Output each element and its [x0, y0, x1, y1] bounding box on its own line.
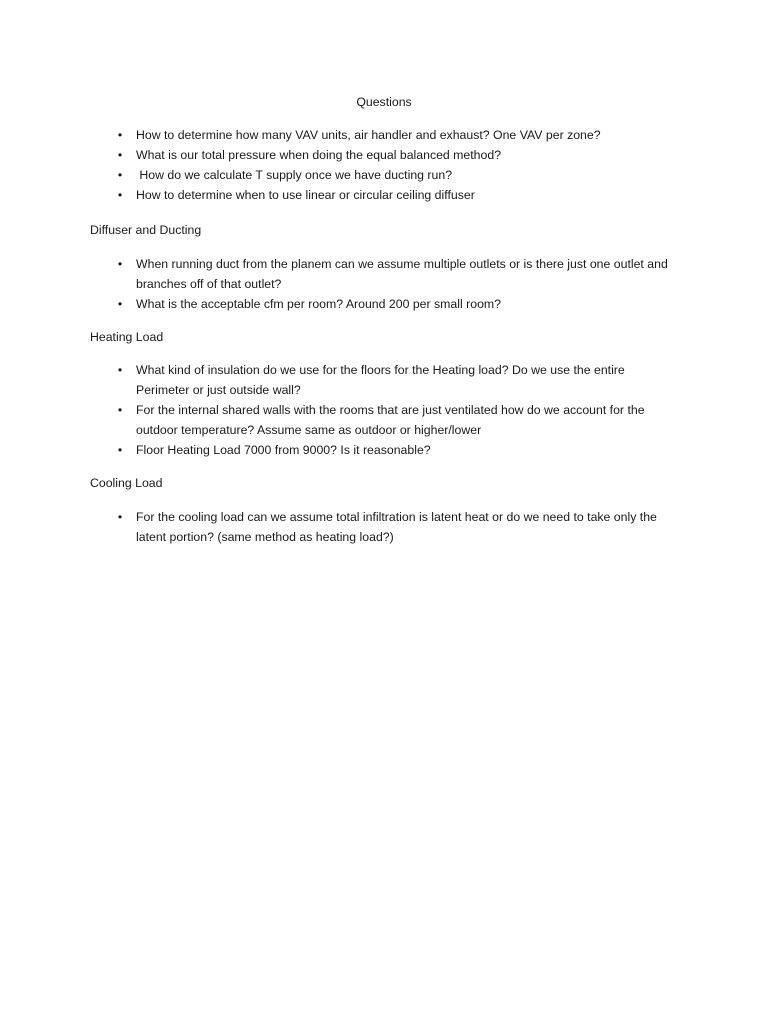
bullet-icon: • [117, 168, 123, 182]
list-item: • Floor Heating Load 7000 from 9000? Is it reasonable? [0, 440, 676, 460]
list-item: • What kind of insulation do we use for the floors for the Heating load? Do we use the entire Perimeter or just outside wall? [0, 360, 676, 400]
page-title: Questions [356, 95, 412, 109]
list-item: • When running duct from the planem can we assume multiple outlets or is there just one outlet and branches off of that outlet? [0, 254, 676, 294]
bullet-icon: • [117, 148, 123, 162]
cooling-load-list [0, 507, 676, 547]
list-item: • What is our total pressure when doing the equal balanced method? [0, 145, 676, 165]
section-heading-heating-load: Heating Load [90, 330, 164, 344]
list-item: • What is the acceptable cfm per room? Around 200 per small room? [0, 294, 676, 314]
bullet-icon: • [117, 188, 123, 202]
bullet-icon: • [117, 363, 123, 377]
list-item: • How to determine when to use linear or circular ceiling diffuser [0, 185, 676, 205]
heating-load-list [0, 360, 676, 460]
list-item: • How do we calculate T supply once we have ducting run? [0, 165, 676, 185]
bullet-icon: • [117, 297, 123, 311]
list-item: • For the internal shared walls with the rooms that are just ventilated how do we account for the outdoor temperature? Assume same as outdoor or higher/lower [0, 400, 676, 440]
list-item: • How to determine how many VAV units, air handler and exhaust? One VAV per zone? [0, 125, 676, 145]
bullet-icon: • [117, 403, 123, 417]
bullet-icon: • [117, 128, 123, 142]
bullet-icon: • [117, 510, 123, 524]
section-heading-cooling-load: Cooling Load [90, 476, 163, 490]
section-heading-diffuser-ducting: Diffuser and Ducting [90, 223, 202, 237]
bullet-icon: • [117, 257, 123, 271]
list-item: • For the cooling load can we assume total infiltration is latent heat or do we need to take only the latent portion? (same method as heating load?) [0, 507, 676, 547]
bullet-icon: • [117, 443, 123, 457]
diffuser-ducting-list [0, 254, 676, 314]
questions-list [0, 125, 676, 205]
